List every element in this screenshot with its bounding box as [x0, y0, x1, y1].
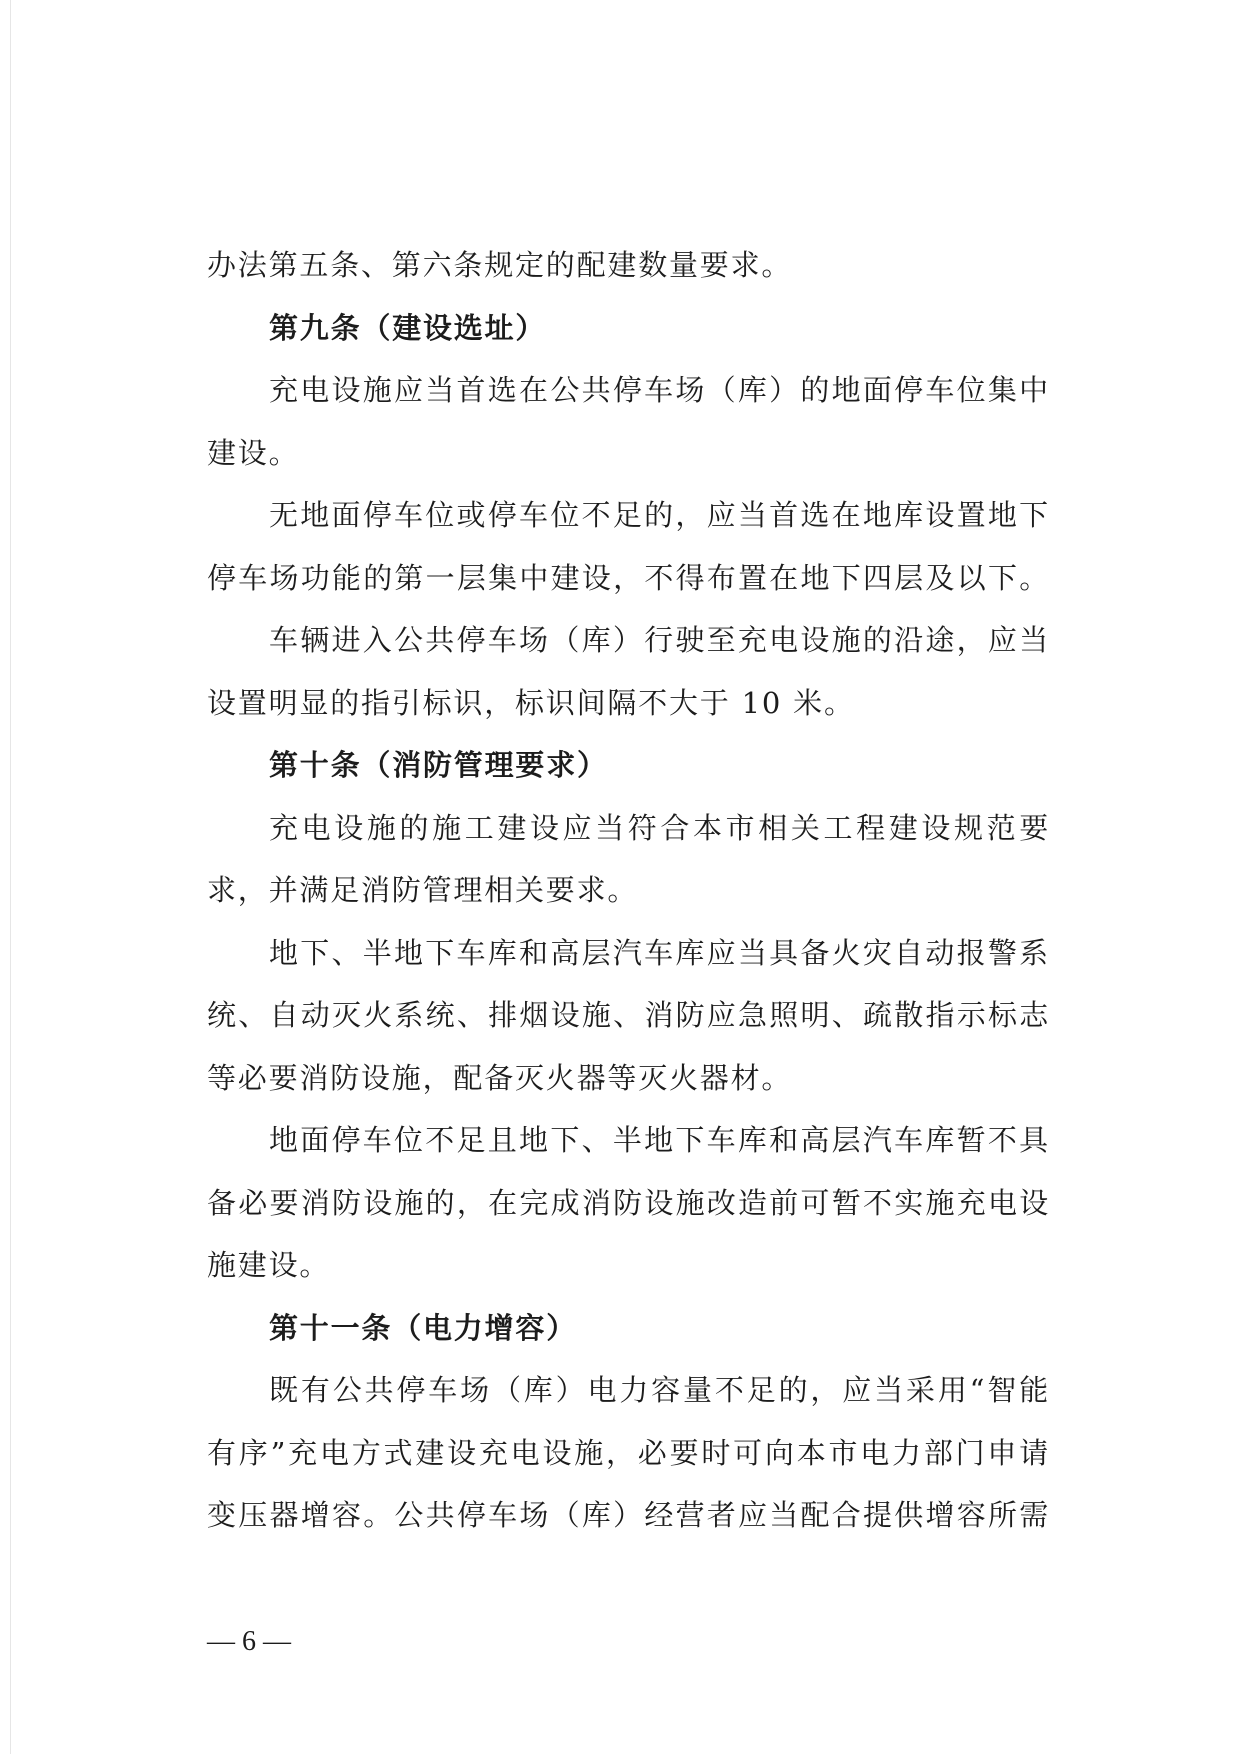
paragraph-line: 无地面停车位或停车位不足的，应当首选在地库设置地下: [269, 498, 1050, 532]
paragraph-line: 求，并满足消防管理相关要求。: [207, 873, 639, 907]
article-9: [207, 297, 1050, 735]
article-9-paragraph-2: [207, 484, 1050, 609]
paragraph-line: 有序”充电方式建设充电设施，必要时可向本市电力部门申请: [207, 1435, 1050, 1470]
paragraph-line: 停车场功能的第一层集中建设，不得布置在地下四层及以下。: [207, 560, 1050, 595]
article-10-paragraph-1: [207, 797, 1050, 922]
paragraph-line: 等必要消防设施，配备灭火器等灭火器材。: [207, 1060, 793, 1095]
page-number: — 6 —: [207, 1626, 291, 1657]
article-11: [207, 1297, 1050, 1547]
paragraph-line: 地面停车位不足且地下、半地下车库和高层汽车库暂不具: [269, 1123, 1050, 1157]
paragraph-line: 车辆进入公共停车场（库）行驶至充电设施的沿途，应当: [269, 623, 1050, 657]
document-body: [207, 234, 1050, 1547]
article-10: [207, 734, 1050, 1297]
scan-edge-shadow: [10, 0, 11, 1754]
paragraph-line: 建设。: [207, 435, 300, 470]
paragraph-line: 设置明显的指引标识，标识间隔不大于 10 米。: [207, 685, 855, 720]
paragraph-line: 充电设施应当首选在公共停车场（库）的地面停车位集中: [269, 373, 1050, 407]
paragraph-line: 充电设施的施工建设应当符合本市相关工程建设规范要: [269, 810, 1050, 845]
paragraph-line: 办法第五条、第六条规定的配建数量要求。: [207, 248, 793, 282]
paragraph-line: 地下、半地下车库和高层汽车库应当具备火灾自动报警系: [269, 935, 1050, 970]
article-10-paragraph-2: [207, 922, 1050, 1110]
article-heading: 第十条（消防管理要求）: [269, 748, 608, 782]
paragraph-line: 统、自动灭火系统、排烟设施、消防应急照明、疏散指示标志: [207, 998, 1050, 1032]
article-11-paragraph-1: [207, 1359, 1050, 1547]
article-9-paragraph-3: [207, 609, 1050, 734]
continuation-paragraph: [207, 234, 1050, 297]
article-9-paragraph-1: [207, 359, 1050, 484]
article-heading: 第十一条（电力增容）: [269, 1310, 578, 1345]
paragraph-line: 备必要消防设施的，在完成消防设施改造前可暂不实施充电设: [207, 1185, 1050, 1220]
paragraph-line: 既有公共停车场（库）电力容量不足的，应当采用“智能: [269, 1373, 1050, 1407]
paragraph-line: 变压器增容。公共停车场（库）经营者应当配合提供增容所需: [207, 1498, 1050, 1532]
article-heading: 第九条（建设选址）: [269, 310, 547, 345]
paragraph-line: 施建设。: [207, 1248, 331, 1282]
article-10-paragraph-3: [207, 1109, 1050, 1297]
